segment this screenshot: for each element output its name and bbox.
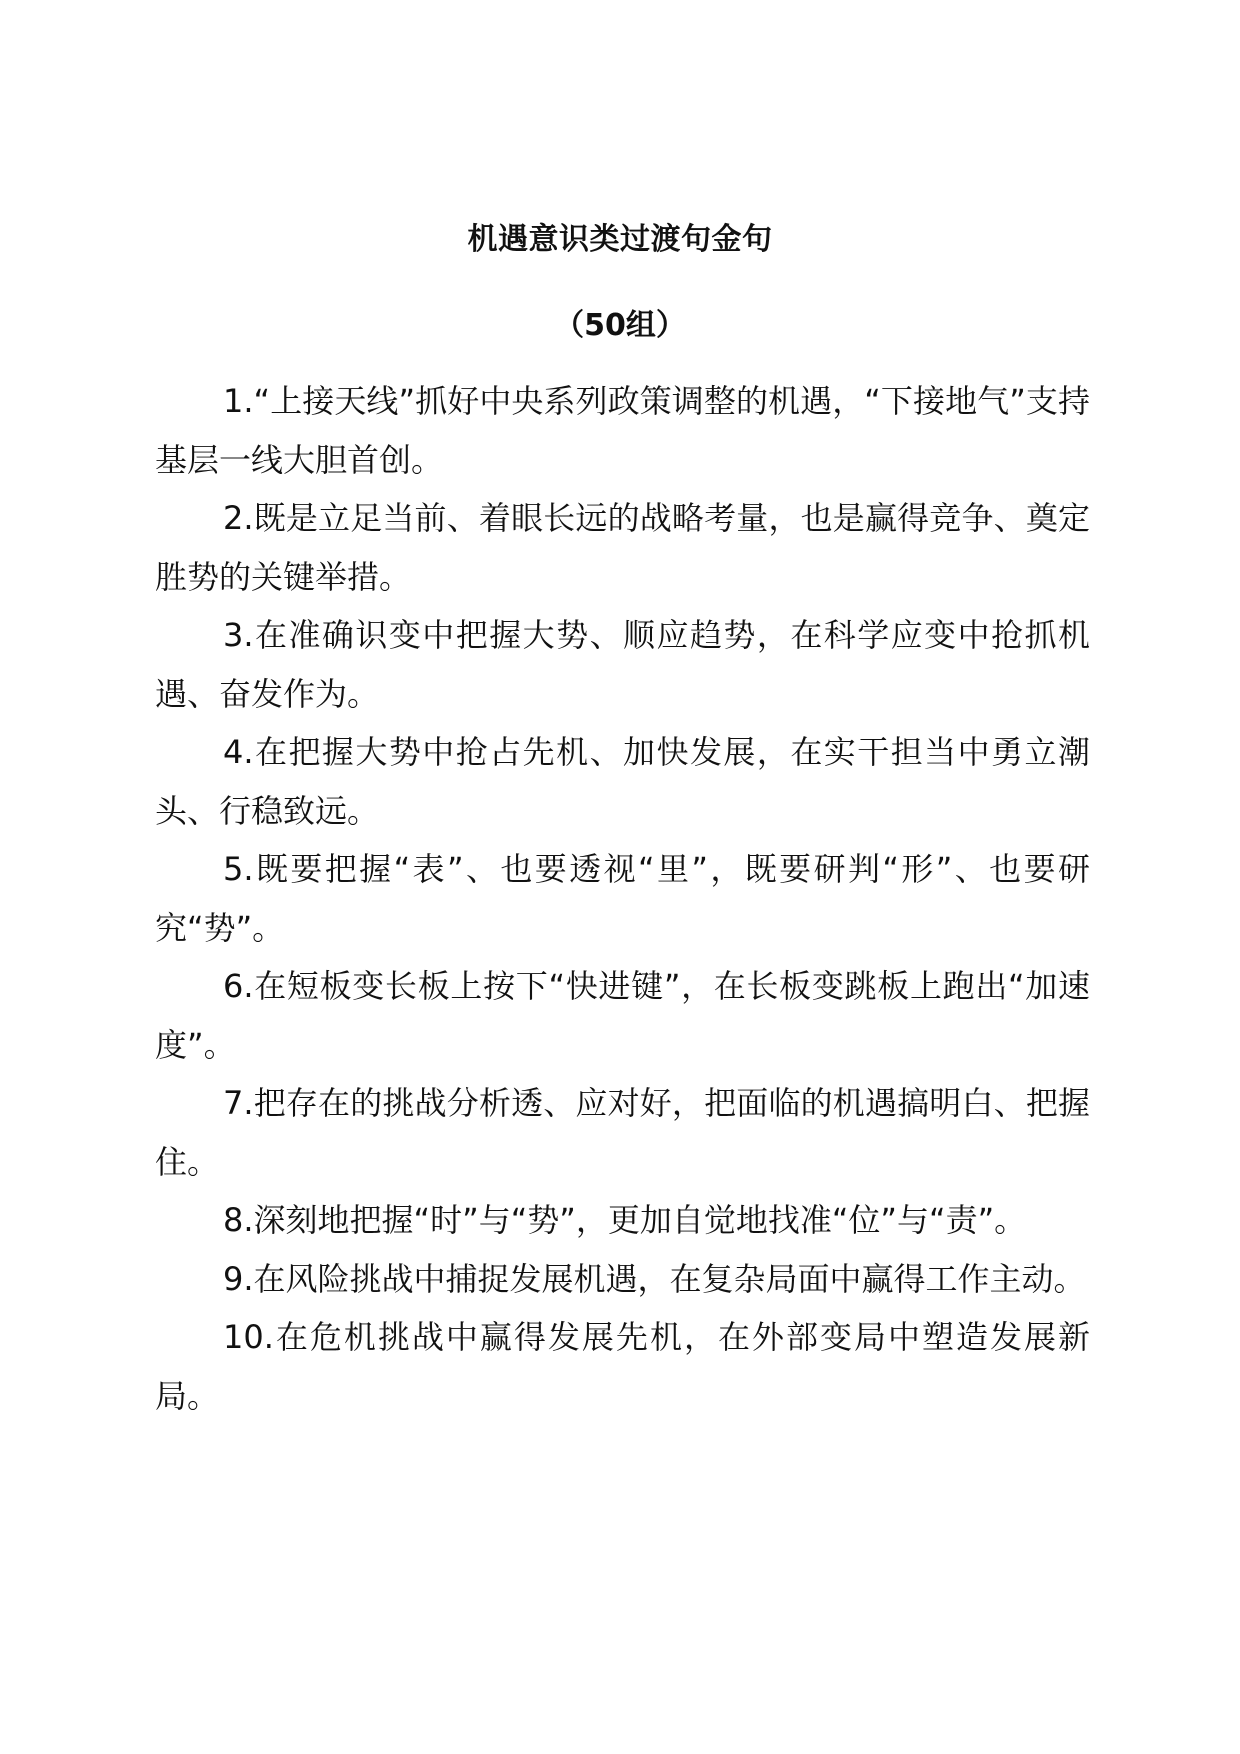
sentence-item-1: 1.“上接天线”抓好中央系列政策调整的机遇，“下接地气”支持基层一线大胆首创。 [155, 382, 1090, 479]
document-title: 机遇意识类过渡句金句 [467, 222, 773, 257]
sentence-item-6: 6.在短板变长板上按下“快进键”，在长板变跳板上跑出“加速度”。 [155, 967, 1090, 1064]
sentence-item-2: 2.既是立足当前、着眼长远的战略考量，也是赢得竞争、奠定胜势的关键举措。 [155, 499, 1090, 596]
sentence-item-8: 8.深刻地把握“时”与“势”，更加自觉地找准“位”与“责”。 [223, 1201, 1027, 1239]
document-subtitle: （50组） [554, 308, 686, 343]
sentence-item-7: 7.把存在的挑战分析透、应对好，把面临的机遇搞明白、把握住。 [155, 1084, 1090, 1181]
sentence-item-10: 10.在危机挑战中赢得发展先机，在外部变局中塑造发展新局。 [155, 1318, 1090, 1415]
sentence-list [155, 372, 1090, 1425]
sentence-item-3: 3.在准确识变中把握大势、顺应趋势，在科学应变中抢抓机遇、奋发作为。 [155, 616, 1090, 713]
sentence-item-4: 4.在把握大势中抢占先机、加快发展，在实干担当中勇立潮头、行稳致远。 [155, 733, 1090, 830]
sentence-item-5: 5.既要把握“表”、也要透视“里”，既要研判“形”、也要研究“势”。 [155, 850, 1090, 947]
sentence-item-9: 9.在风险挑战中捕捉发展机遇，在复杂局面中赢得工作主动。 [223, 1259, 1086, 1298]
